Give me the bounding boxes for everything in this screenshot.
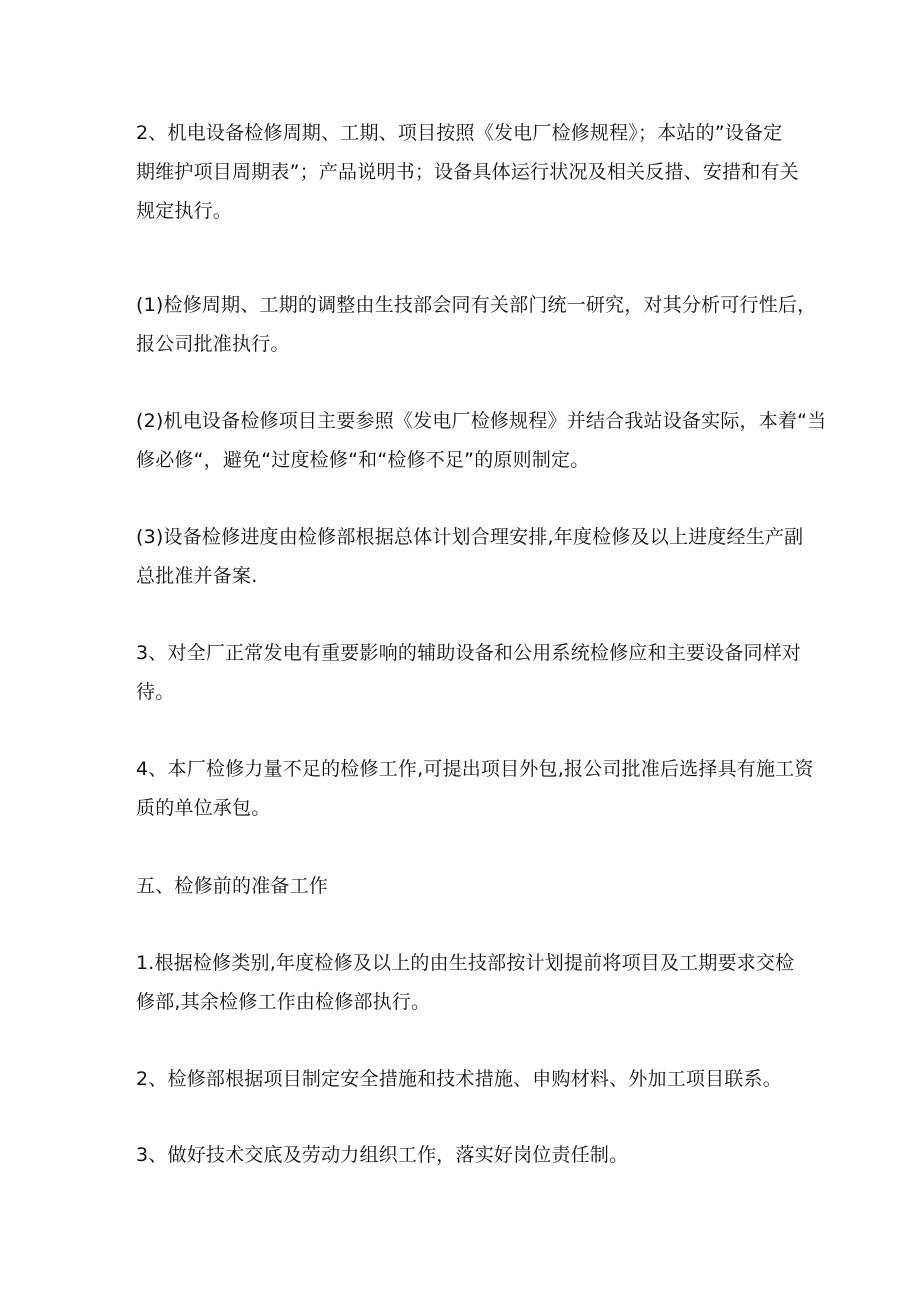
section-heading-preparation bbox=[136, 867, 806, 906]
text-line: 报公司批准执行。 bbox=[136, 333, 290, 355]
text-line: 修部,其余检修工作由检修部执行。 bbox=[136, 991, 431, 1013]
paragraph-prep-2 bbox=[136, 1060, 806, 1099]
paragraph-prep-1 bbox=[136, 944, 806, 1022]
paragraph-item-2 bbox=[136, 402, 827, 480]
text-line: 待。 bbox=[136, 681, 175, 703]
paragraph-outsourcing bbox=[136, 750, 814, 828]
text-line: 4、本厂检修力量不足的检修工作,可提出项目外包,报公司批准后选择具有施工资 bbox=[136, 758, 814, 780]
paragraph-item-1 bbox=[136, 286, 817, 364]
text-line: 修必修“，避免“过度检修“和“检修不足”的原则制定。 bbox=[136, 449, 590, 471]
paragraph-auxiliary-equipment bbox=[136, 634, 806, 712]
paragraph-prep-3 bbox=[136, 1136, 806, 1175]
text-line: 2、检修部根据项目制定安全措施和技术措施、申购材料、外加工项目联系。 bbox=[136, 1068, 782, 1090]
text-line: 总批准并备案. bbox=[136, 565, 258, 587]
text-line: (1)检修周期、工期的调整由生技部会同有关部门统一研究，对其分析可行性后， bbox=[136, 294, 817, 316]
text-line: 1.根据检修类别,年度检修及以上的由生技部按计划提前将项目及工期要求交检 bbox=[136, 952, 795, 974]
text-line: 3、做好技术交底及劳动力组织工作，落实好岗位责任制。 bbox=[136, 1144, 629, 1166]
text-line: 规定执行。 bbox=[136, 200, 233, 222]
text-line: (3)设备检修进度由检修部根据总体计划合理安排,年度检修及以上进度经生产副 bbox=[136, 526, 804, 548]
text-line: 2、机电设备检修周期、工期、项目按照《发电厂检修规程》；本站的”设备定 bbox=[136, 122, 783, 144]
text-line: 质的单位承包。 bbox=[136, 797, 271, 819]
text-line: 3、对全厂正常发电有重要影响的辅助设备和公用系统检修应和主要设备同样对 bbox=[136, 642, 802, 664]
paragraph-maintenance-cycle bbox=[136, 114, 806, 231]
text-line: 期维护项目周期表”；产品说明书；设备具体运行状况及相关反措、安措和有关 bbox=[136, 161, 799, 183]
text-line: 五、检修前的准备工作 bbox=[136, 875, 329, 897]
text-line: (2)机电设备检修项目主要参照《发电厂检修规程》并结合我站设备实际，本着“当 bbox=[136, 410, 827, 432]
paragraph-item-3 bbox=[136, 518, 806, 596]
